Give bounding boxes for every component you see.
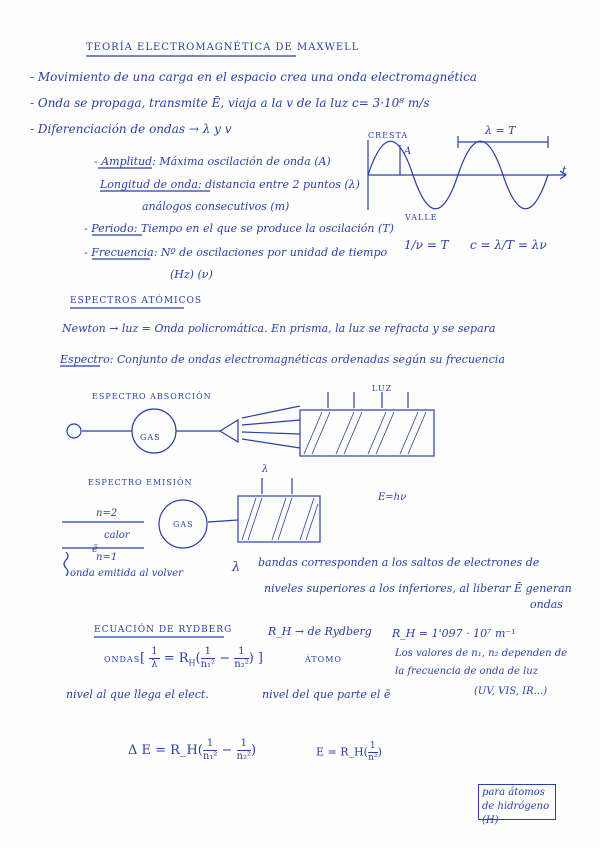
atomo-label: ÁTOMO xyxy=(305,655,342,664)
absorption-gas-label: GAS xyxy=(140,433,161,442)
intro-line-3: - Diferenciación de ondas → λ y v xyxy=(30,122,232,136)
level-n2: n=2 xyxy=(96,508,118,519)
dispersed-ray-3 xyxy=(242,432,300,434)
wave-trough-label: VALLE xyxy=(405,213,438,222)
bands-note-c: ondas xyxy=(530,598,563,611)
simple-e-equation: E = R_H( $\frac{1}{\text{n²}}$ ) xyxy=(316,741,382,763)
wave-amplitude-label: A xyxy=(404,146,412,157)
dispersed-ray-4 xyxy=(242,439,300,448)
emission-energy-note: E=hν xyxy=(378,492,407,503)
emitted-wave-squiggle xyxy=(64,552,68,576)
delta-e-lhs: Δ E = R_H xyxy=(128,743,198,758)
spectra-heading: ESPECTROS ATÓMICOS xyxy=(70,296,203,306)
bands-note-b: niveles superiores a los inferiores, al liberar Ē generan xyxy=(264,582,572,595)
intro-line-1: - Movimiento de una carga en el espacio crea una onda electromagnética xyxy=(30,70,477,84)
absorption-hatching xyxy=(304,412,426,454)
emitted-wave-label: onda emitida al volver xyxy=(70,568,183,579)
wave-time-label: t xyxy=(562,164,567,177)
rydberg-heading: ECUACIÓN DE RYDBERG xyxy=(94,625,233,635)
bands-note-a: bandas corresponden a los saltos de electrones de xyxy=(258,556,540,569)
delta-e-equation: Δ E = R_H( $\frac{1}{\text{n₁²}}$ − $\frac{1}{\text{n₂²}}$ ) xyxy=(128,738,257,762)
page-title: TEORÍA ELECTROMAGNÉTICA DE MAXWELL xyxy=(86,42,360,53)
bands-lambda: λ xyxy=(232,560,241,575)
def-period: - Periodo: Tiempo en el que se produce la oscilación (T) xyxy=(84,222,394,235)
spectrum-definition: Espectro: Conjunto de ondas electromagnéticas ordenadas según su frecuencia xyxy=(60,353,505,366)
rydberg-note-b: la frecuencia de onda de luz xyxy=(395,666,538,677)
emission-title: ESPECTRO EMISIÓN xyxy=(88,478,193,487)
dispersed-ray-1 xyxy=(242,406,300,418)
light-bulb xyxy=(67,424,81,438)
hydrogen-note-box: para átomos de hidrógeno (H) xyxy=(478,784,556,820)
prism xyxy=(220,420,238,442)
rydberg-equation: [ $\frac{1}{\lambda}$ = $R_H$( $\frac{1}{\text{n₁²}}$ − $\frac{1}{\text{n₂²}}$ ) ] xyxy=(140,646,263,670)
intro-line-2: - Onda se propaga, transmite Ē, viaja a la v de la luz c= 3·10⁸ m/s xyxy=(30,96,430,110)
absorption-gas-cloud xyxy=(132,409,176,453)
arrival-level-note: nivel al que llega el elect. xyxy=(66,688,209,701)
rydberg-note-a: Los valores de n₁, n₂ dependen de xyxy=(395,648,568,659)
emission-gas-cloud xyxy=(159,500,207,548)
rydberg-constant-value: R_H = 1'097 · 10⁷ m⁻¹ xyxy=(392,627,516,640)
formula-period: 1/ν = T xyxy=(404,238,449,252)
def-wavelength-a: Longitud de onda: distancia entre 2 puntos (λ) xyxy=(100,178,360,191)
newton-line: Newton → luz = Onda policromática. En prisma, la luz se refracta y se separa xyxy=(62,322,496,335)
def-frequency-units: (Hz) (ν) xyxy=(170,268,213,281)
simple-e-lhs: E = R_H xyxy=(316,745,364,759)
emission-beam xyxy=(208,520,238,522)
formula-speed: c = λ/T = λν xyxy=(470,238,547,252)
absorption-title: ESPECTRO ABSORCIÓN xyxy=(92,392,212,401)
def-frequency: - Frecuencia: Nº de oscilaciones por unidad de tiempo xyxy=(84,246,388,259)
absorption-luz-label: LUZ xyxy=(372,384,393,393)
emission-gas-label: GAS xyxy=(173,520,194,529)
wave-lambda-label: λ = T xyxy=(485,124,516,137)
def-amplitude: - Amplitud: Máxima oscilación de onda (A) xyxy=(94,155,331,168)
emission-hatching xyxy=(242,498,318,540)
departure-level-note: nivel del que parte el ē xyxy=(262,688,391,701)
def-wavelength-b: análogos consecutivos (m) xyxy=(142,200,290,213)
wave-crest-label: CRESTA xyxy=(368,131,409,140)
ondas-label: ONDAS xyxy=(104,655,141,664)
rydberg-note-c: (UV, VIS, IR...) xyxy=(474,686,548,697)
dispersed-ray-2 xyxy=(242,420,300,425)
emission-lambda-label: λ xyxy=(262,464,269,475)
level-n1: n=1 xyxy=(96,552,118,563)
electron-label: ē xyxy=(92,544,98,555)
rydberg-constant-def: R_H → de Rydberg xyxy=(268,625,372,638)
heat-label: calor xyxy=(104,530,130,541)
